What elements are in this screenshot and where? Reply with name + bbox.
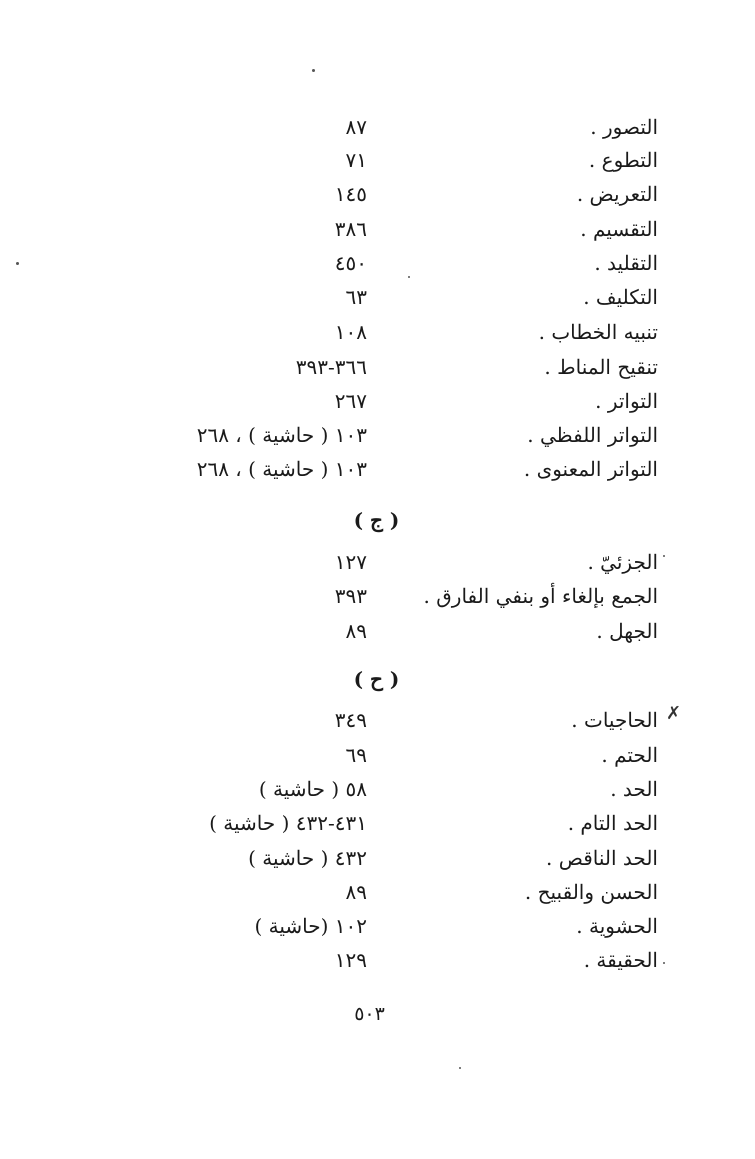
index-term: الحشوية .: [576, 914, 658, 938]
scan-speck: [408, 276, 410, 278]
index-entry: [0, 911, 755, 941]
index-term: الحد .: [610, 777, 658, 801]
index-entry: [0, 877, 755, 907]
index-entry: [0, 774, 755, 804]
scan-speck: [459, 1067, 461, 1069]
index-term: الحقيقة .: [583, 948, 658, 972]
index-entry: [0, 843, 755, 873]
index-entry: [0, 808, 755, 838]
index-term: التعريض .: [576, 182, 658, 206]
index-pages: ٨٩: [345, 880, 367, 904]
index-term: الجهل .: [596, 619, 658, 643]
index-pages: ٤٣٢ ( حاشية ): [248, 846, 367, 870]
index-entry: [0, 386, 755, 416]
index-entry: [0, 214, 755, 244]
index-entry: [0, 454, 755, 484]
index-entry: [0, 145, 755, 175]
index-term: الجمع بإلغاء أو بنفي الفارق .: [423, 584, 658, 608]
section-heading-label: ( ح ): [353, 667, 400, 691]
scan-speck: [16, 262, 19, 265]
index-pages: ٨٧: [345, 115, 367, 139]
index-entry: [0, 420, 755, 450]
page-number: [0, 1000, 755, 1028]
index-term: الحتم .: [601, 743, 658, 767]
index-term: التواتر .: [595, 389, 658, 413]
index-term: التكليف .: [583, 285, 658, 309]
index-term: الجزئيّ .: [587, 550, 658, 574]
section-heading-ha: [0, 664, 755, 694]
index-term: الحاجيات .: [571, 708, 658, 732]
index-entry: [0, 581, 755, 611]
index-pages: ٣٨٦: [334, 217, 367, 241]
index-pages: ٧١: [345, 148, 367, 172]
index-entry: [0, 352, 755, 382]
index-pages: ٣٤٩: [334, 708, 367, 732]
index-term: تنبيه الخطاب .: [538, 320, 658, 344]
index-pages: ١٠٢ (حاشية ): [254, 914, 367, 938]
index-entry: [0, 112, 755, 142]
index-pages: ١٢٧: [334, 550, 367, 574]
index-pages: ٤٣١-٤٣٢ ( حاشية ): [209, 811, 367, 835]
index-entry: [0, 248, 755, 278]
index-entry: [0, 616, 755, 646]
index-term: الحد الناقص .: [546, 846, 658, 870]
index-entry: [0, 282, 755, 312]
index-pages: ٨٩: [345, 619, 367, 643]
index-term: التصور .: [590, 115, 658, 139]
index-pages: ١٤٥: [334, 182, 367, 206]
index-pages: ٣٦٦-٣٩٣: [295, 355, 367, 379]
index-pages: ١٠٨: [334, 320, 367, 344]
index-pages: ١٠٣ ( حاشية ) ، ٢٦٨: [196, 457, 367, 481]
index-term: التطوع .: [588, 148, 658, 172]
page-number-label: ٥٠٣: [354, 1003, 385, 1025]
index-term: تنقيح المناط .: [544, 355, 658, 379]
scan-speck: [663, 555, 665, 557]
section-heading-jim: [0, 505, 755, 535]
index-pages: ٦٣: [345, 285, 367, 309]
index-pages: ١٢٩: [334, 948, 367, 972]
scan-speck: [312, 69, 315, 72]
section-heading-label: ( ج ): [353, 508, 400, 532]
index-entry: [0, 740, 755, 770]
index-term: التواتر المعنوى .: [523, 457, 658, 481]
index-term: الحد التام .: [567, 811, 658, 835]
index-pages: ٥٨ ( حاشية ): [258, 777, 367, 801]
index-pages: ٢٦٧: [334, 389, 367, 413]
index-entry: [0, 317, 755, 347]
index-entry: [0, 705, 755, 735]
index-entry: [0, 547, 755, 577]
index-pages: ٦٩: [345, 743, 367, 767]
scan-speck: [663, 962, 665, 964]
margin-check-mark: ✗: [666, 703, 682, 724]
index-pages: ٤٥٠: [334, 251, 367, 275]
index-term: التقليد .: [594, 251, 658, 275]
index-term: التواتر اللفظي .: [527, 423, 658, 447]
index-pages: ١٠٣ ( حاشية ) ، ٢٦٨: [196, 423, 367, 447]
index-term: التقسيم .: [580, 217, 658, 241]
index-entry: [0, 179, 755, 209]
index-term: الحسن والقبيح .: [524, 880, 658, 904]
index-entry: [0, 945, 755, 975]
index-pages: ٣٩٣: [334, 584, 367, 608]
